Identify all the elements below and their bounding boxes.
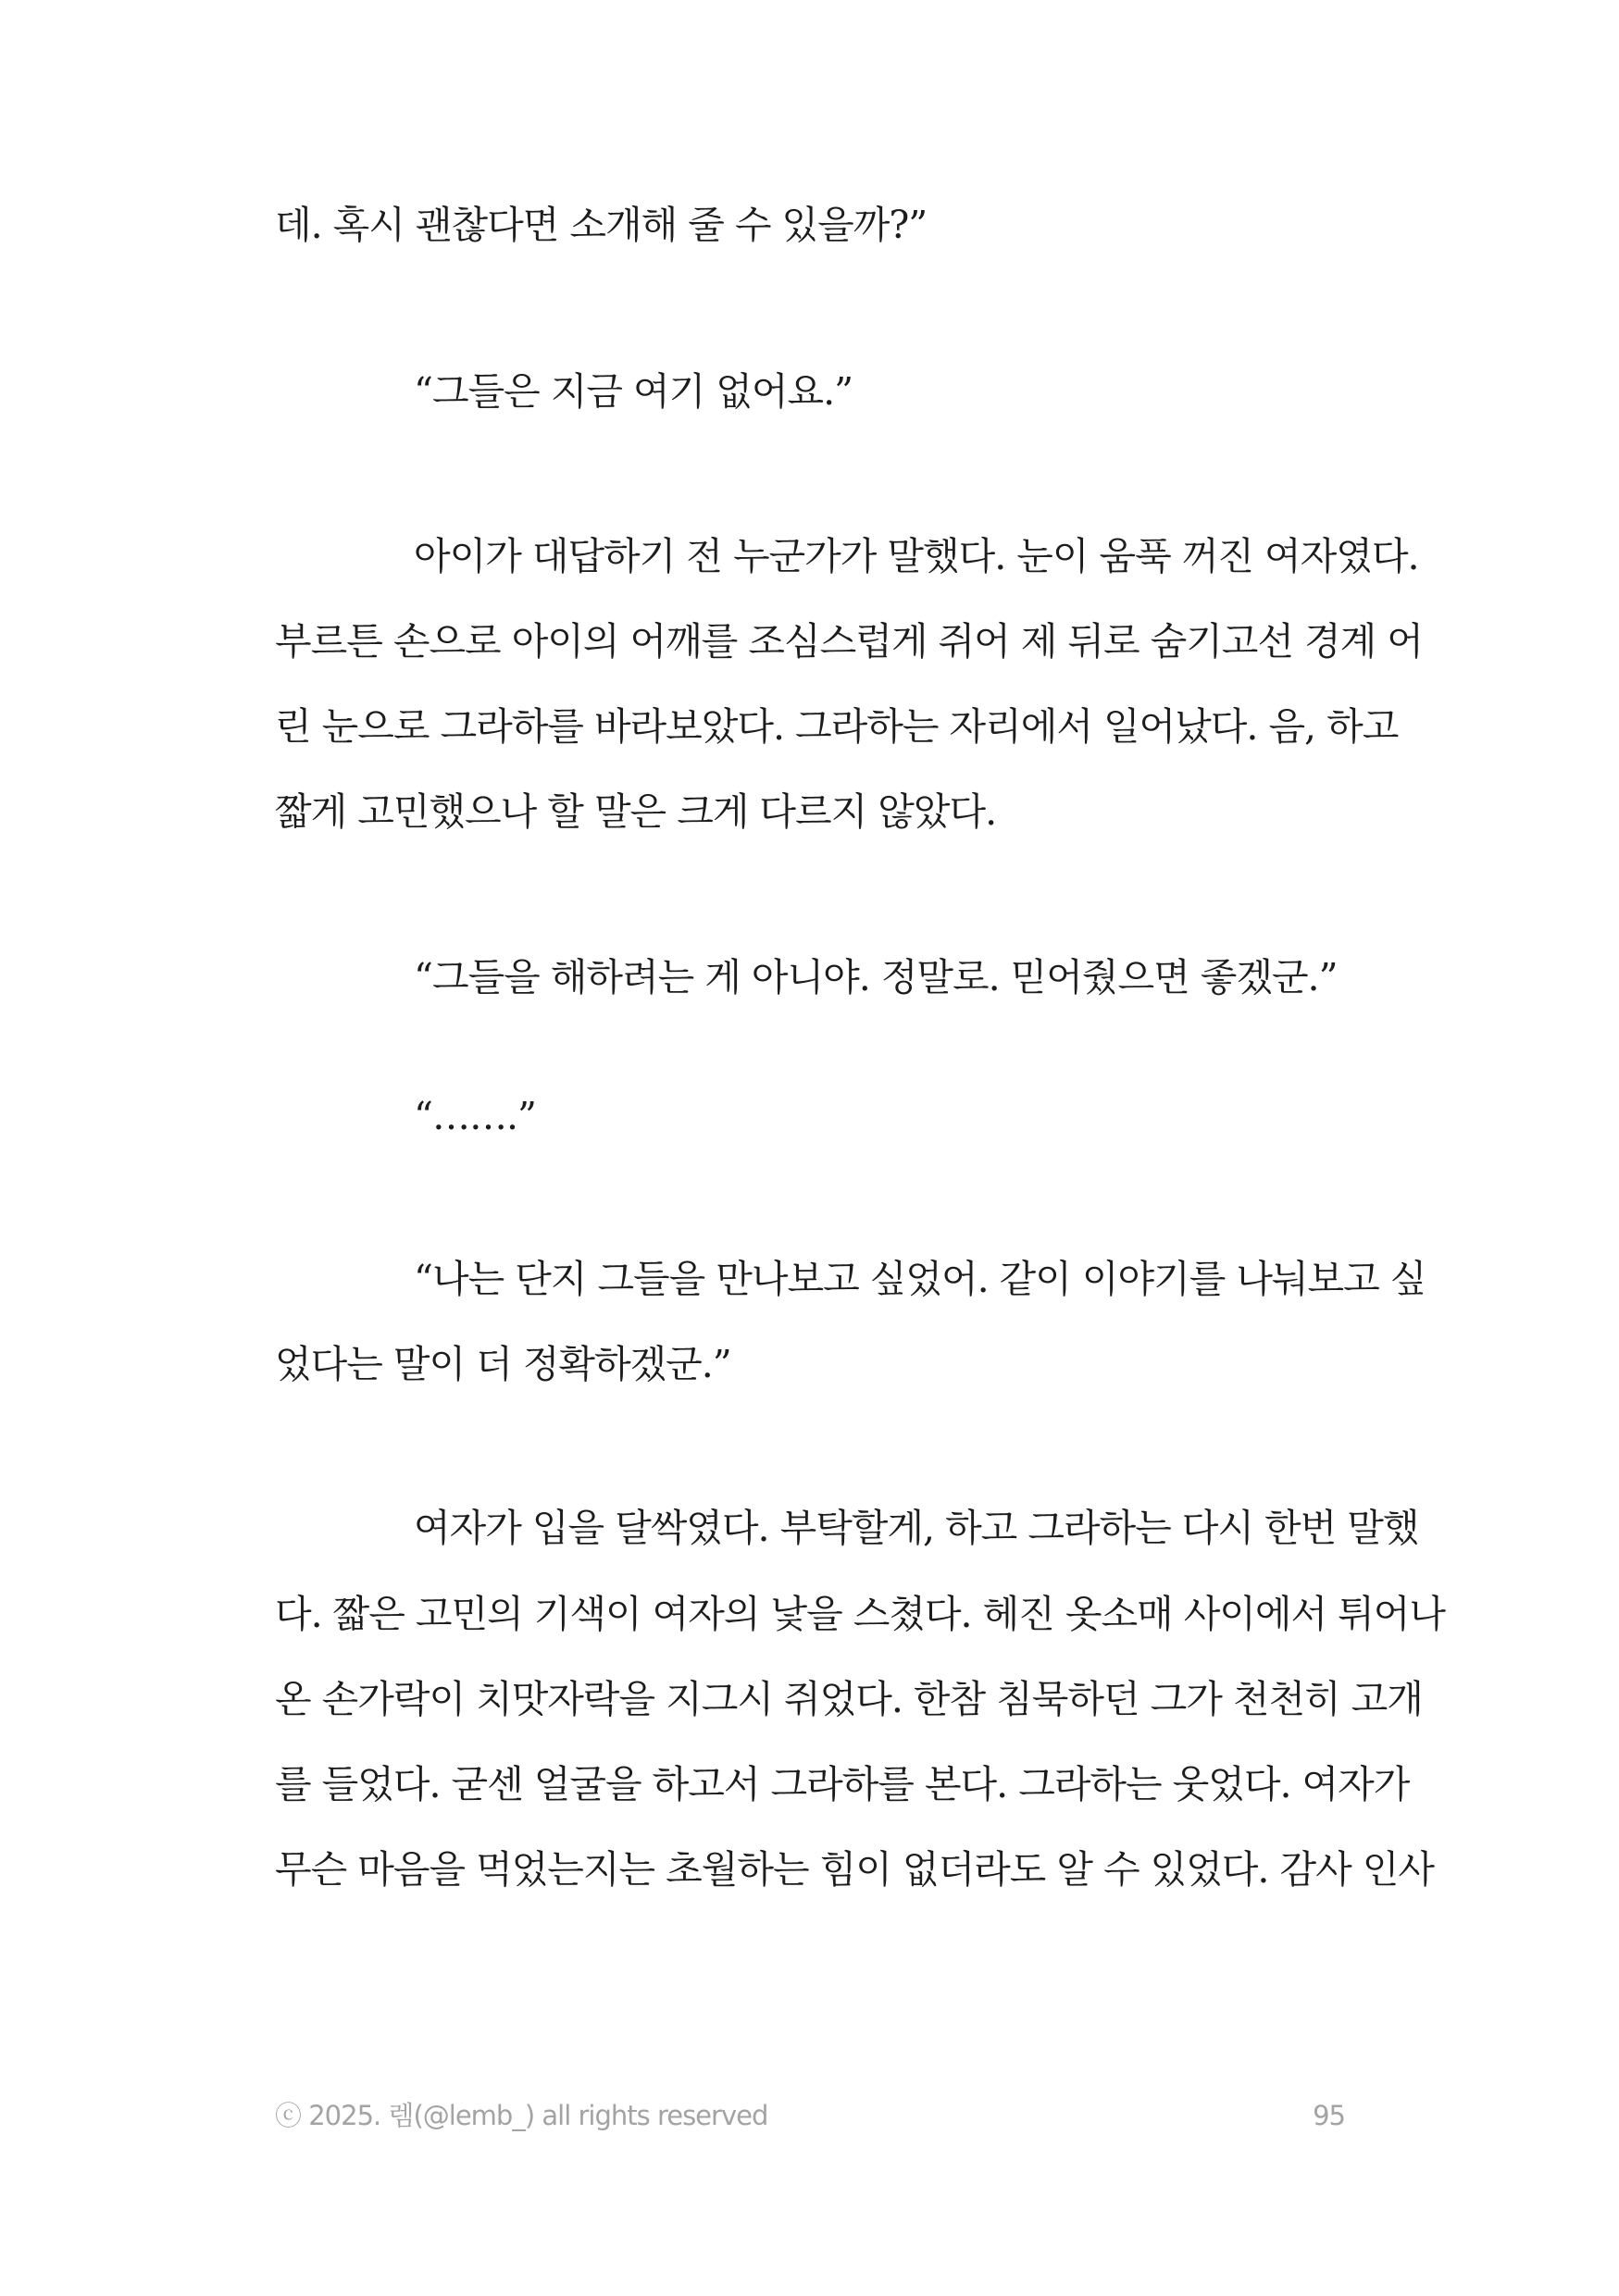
- text-line-3: 아이가 대답하기 전 누군가가 말했다. 눈이 움푹 꺼진 여자였다.: [414, 534, 1419, 578]
- text-line-7: “그들을 해하려는 게 아니야. 정말로. 믿어줬으면 좋겠군.”: [414, 955, 1338, 999]
- text-line-9: “나는 단지 그들을 만나보고 싶었어. 같이 이야기를 나눠보고 싶: [414, 1257, 1426, 1301]
- copyright-notice: ⓒ 2025. 렘(@lemb_) all rights reserved: [275, 2100, 768, 2131]
- text-line-6: 짧게 고민했으나 할 말은 크게 다르지 않았다.: [275, 789, 997, 834]
- text-line-1: 데. 혹시 괜찮다면 소개해 줄 수 있을까?”: [275, 203, 928, 247]
- text-line-12: 다. 짧은 고민의 기색이 여자의 낯을 스쳤다. 헤진 옷소매 사이에서 튀어나: [275, 1592, 1445, 1636]
- text-line-5: 린 눈으로 그라하를 바라보았다. 그라하는 자리에서 일어났다. 음, 하고: [275, 704, 1399, 749]
- text-line-14: 를 들었다. 굳센 얼굴을 하고서 그라하를 본다. 그라하는 웃었다. 여자가: [275, 1762, 1410, 1806]
- page-number: 95: [1313, 2100, 1345, 2131]
- text-line-13: 온 손가락이 치맛자락을 지그시 쥐었다. 한참 침묵하던 그가 천천히 고개: [275, 1677, 1423, 1721]
- text-line-11: 여자가 입을 달싹였다. 부탁할게, 하고 그라하는 다시 한번 말했: [414, 1506, 1419, 1550]
- text-line-15: 무슨 마음을 먹었는지는 초월하는 힘이 없더라도 알 수 있었다. 감사 인사: [275, 1847, 1434, 1892]
- text-line-4: 부르튼 손으로 아이의 어깨를 조심스럽게 쥐어 제 뒤로 숨기고선 경계 어: [275, 619, 1423, 664]
- text-line-8: “…….”: [414, 1094, 536, 1138]
- text-line-2: “그들은 지금 여기 없어요.”: [414, 369, 853, 414]
- text-line-10: 었다는 말이 더 정확하겠군.”: [275, 1342, 731, 1386]
